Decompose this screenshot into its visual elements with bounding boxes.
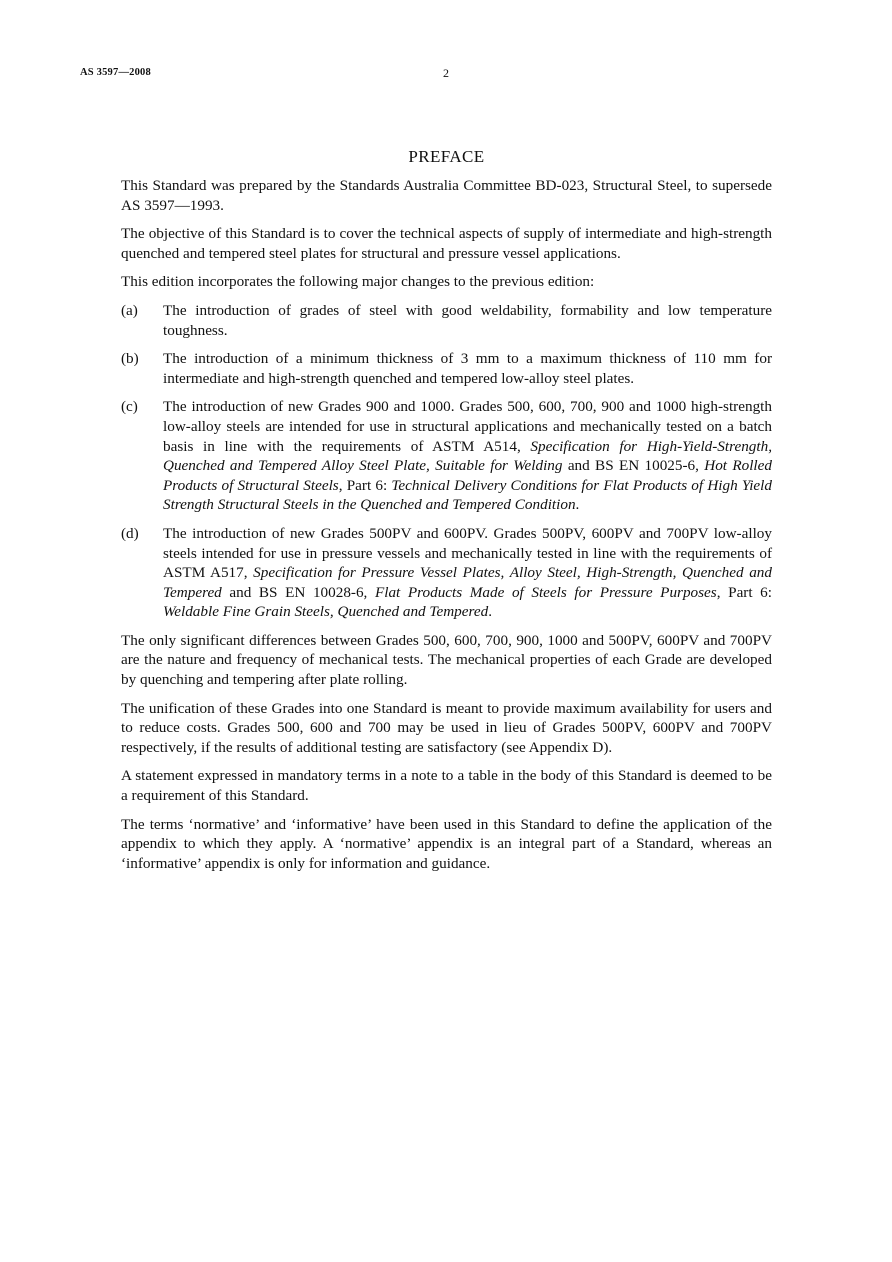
bs-en-10025-title: Hot Rolled Products of Structural Steels [163, 457, 772, 494]
text-run: and BS EN 10025-6, [562, 457, 705, 475]
document-id: AS 3597—2008 [80, 67, 151, 78]
list-item-d [121, 524, 772, 622]
list-text [163, 397, 772, 515]
paragraph-normative-informative: The terms ‘normative’ and ‘informative’ have been used in this Standard to define the application of the appendix to which they apply. A ‘normative’ appendix is an integral part of a Standard, whereas an ‘informative’ appendix is only for information and guidance. [121, 815, 772, 872]
paragraph-mandatory-terms: A statement expressed in mandatory terms in a note to a table in the body of this Standard is deemed to be a requirement of this Standard. [121, 767, 772, 805]
text-run: . [488, 603, 492, 621]
paragraph-unification: The unification of these Grades into one Standard is meant to provide maximum availability for users and to reduce costs. Grades 500, 600 and 700 may be used in lieu of Grades 500PV, 600PV and 700PV respectively, if the results of additional testing are satisfactory (see Appendix D). [121, 699, 772, 756]
text-run: The introduction of new Grades 900 and 1000. Grades 500, 600, 700, 900 and 1000 high-strength low-alloy steels are intended for use in structural applications and mechanically tested on a batch basis in line with the requirements of ASTM A514, [163, 398, 772, 455]
list-item-a [121, 301, 772, 340]
list-text: The introduction of a minimum thickness of 3 mm to a maximum thickness of 110 mm for intermediate and high-strength quenched and tempered low-alloy steel plates. [163, 350, 772, 387]
list-text: The introduction of grades of steel with good weldability, formability and low temperature toughness. [163, 301, 772, 339]
page-number: 2 [443, 66, 449, 80]
text-run: , Part 6: [716, 583, 772, 601]
list-label: (c) [121, 398, 138, 416]
preface-section [121, 147, 772, 882]
bs-en-10028-part6-title: Weldable Fine Grain Steels, Quenched and Tempered [163, 603, 489, 621]
list-item-b [121, 349, 772, 388]
bs-en-10028-title: Flat Products Made of Steels for Pressure Purposes [374, 583, 717, 601]
list-label: (b) [121, 350, 139, 368]
list-label: (d) [121, 524, 139, 542]
astm-a514-title: Specification for High-Yield-Strength, Quenched and Tempered Alloy Steel Plate, Suitable for Welding [163, 437, 773, 475]
paragraph-differences: The only significant differences between Grades 500, 600, 700, 900, 1000 and 500PV, 600PV and 700PV are the nature and frequency of mechanical tests. The mechanical properties of each Grade are developed by quenching and tempering after plate rolling. [121, 631, 772, 689]
list-item-c [121, 397, 772, 515]
list-text [163, 524, 772, 622]
text-run: The introduction of new Grades 500PV and 600PV. Grades 500PV, 600PV and 700PV low-alloy steels intended for use in pressure vessels and mechanically tested in line with the requirements of ASTM A517, [163, 524, 772, 582]
paragraph-changes-intro: This edition incorporates the following major changes to the previous edition: [121, 273, 595, 291]
paragraph-objective: The objective of this Standard is to cover the technical aspects of supply of intermediate and high-strength quenched and tempered steel plates for structural and pressure vessel applications. [121, 225, 772, 262]
paragraph-committee: This Standard was prepared by the Standards Australia Committee BD-023, Structural Steel, to supersede AS 3597—1993. [121, 177, 772, 214]
list-label: (a) [121, 301, 138, 319]
section-title: PREFACE [408, 147, 485, 166]
astm-a517-title: Specification for Pressure Vessel Plates, Alloy Steel, High-Strength, Quenched and Tempered [163, 564, 772, 601]
text-run: . [575, 496, 580, 514]
bs-en-10025-part6-title: Technical Delivery Conditions for Flat Products of High Yield Strength Structural Steels in the Quenched and Tempered Condition [163, 476, 772, 514]
text-run: and BS EN 10028-6, [221, 583, 375, 601]
text-run: , Part 6: [338, 476, 392, 494]
